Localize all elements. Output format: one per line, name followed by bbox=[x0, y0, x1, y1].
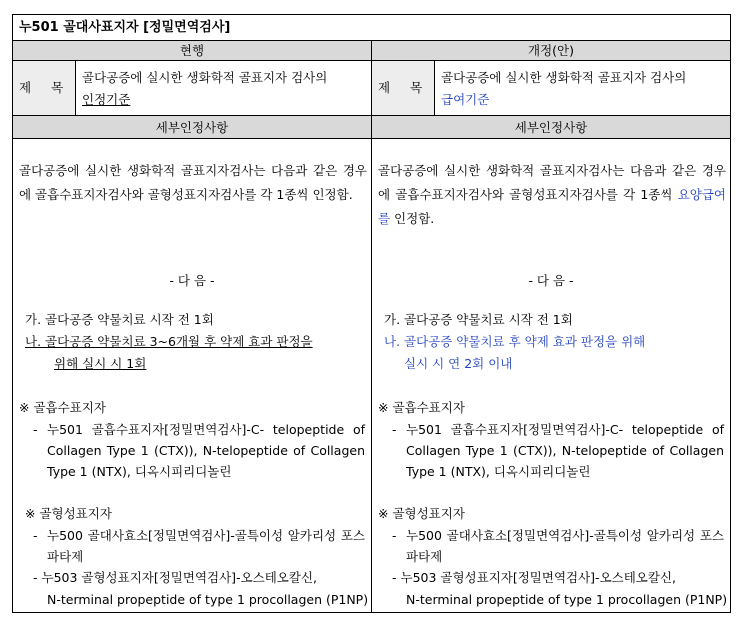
bullet-dash: - bbox=[33, 422, 38, 437]
bullet-dash: - bbox=[392, 528, 397, 543]
jemok-label: 제 목 bbox=[372, 61, 435, 115]
jemok-line1: 골다공증에 실시한 생화학적 골표지자 검사의 bbox=[82, 70, 328, 85]
resorption-title: ※ 골흡수표지자 bbox=[19, 400, 106, 415]
resorption-item: 누501 골흡수표지자[정밀면역검사]-C- telopeptide of Collagen Type 1 (CTX)), N-telopeptide of Collagen Type 1 (NTX), 디옥시피리디놀린 bbox=[47, 422, 365, 479]
column-header-revised: 개정(안) bbox=[372, 41, 730, 61]
body-current bbox=[13, 139, 371, 613]
formation-item1: 누500 골대사효소[정밀면역검사]-골특이성 알카리성 포스파타제 bbox=[406, 528, 724, 564]
da-eum-heading: - 다 음 - bbox=[528, 273, 574, 288]
formation-item2-line2: N-terminal propeptide of type 1 procollagen (P1NP) bbox=[406, 592, 728, 607]
item-na-line1: 나. 골다공증 약물치료 후 약제 효과 판정을 위해 bbox=[384, 334, 646, 349]
formation-item1: 누500 골대사효소[정밀면역검사]-골특이성 알카리성 포스파타제 bbox=[47, 528, 365, 564]
resorption-item: 누501 골흡수표지자[정밀면역검사]-C- telopeptide of Collagen Type 1 (CTX)), N-telopeptide of Collagen Type 1 (NTX), 디옥시피리디놀린 bbox=[406, 422, 724, 479]
jemok-label: 제 목 bbox=[13, 61, 76, 115]
jemok-row-revised bbox=[372, 61, 730, 116]
da-eum-heading: - 다 음 - bbox=[169, 273, 215, 288]
table-title: 누501 골대사표지자 [정밀면역검사] bbox=[13, 15, 730, 41]
formation-item2-line2: N-terminal propeptide of type 1 procollagen (P1NP) bbox=[47, 592, 369, 607]
formation-item2-line1: - 누503 골형성표지자[정밀면역검사]-오스테오칼신, bbox=[392, 570, 676, 585]
intro-paragraph: 골다공증에 실시한 생화학적 골표지자검사는 다음과 같은 경우에 골흡수표지자검사와 골형성표지자검사를 각 1종씩 인정함. bbox=[19, 163, 367, 202]
formation-item2-line1: - 누503 골형성표지자[정밀면역검사]-오스테오칼신, bbox=[33, 570, 317, 585]
bullet-dash: - bbox=[33, 528, 38, 543]
detail-header-revised: 세부인정사항 bbox=[372, 116, 730, 139]
jemok-text-current bbox=[82, 67, 367, 111]
column-header-current: 현행 bbox=[13, 41, 371, 61]
item-na-line2: 위해 실시 시 1회 bbox=[54, 356, 147, 371]
formation-title: ※ 골형성표지자 bbox=[25, 506, 112, 521]
jemok-line1: 골다공증에 실시한 생화학적 골표지자 검사의 bbox=[441, 70, 687, 85]
item-ga: 가. 골다공증 약물치료 시작 전 1회 bbox=[25, 312, 214, 327]
jemok-line2: 급여기준 bbox=[441, 92, 490, 107]
body-revised bbox=[372, 139, 730, 613]
detail-header-current: 세부인정사항 bbox=[13, 116, 371, 139]
item-ga: 가. 골다공증 약물치료 시작 전 1회 bbox=[384, 312, 573, 327]
jemok-text-revised bbox=[441, 67, 726, 111]
comparison-table bbox=[12, 14, 731, 613]
item-na-line1: 나. 골다공증 약물치료 3~6개월 후 약제 효과 판정을 bbox=[25, 334, 313, 349]
bullet-dash: - bbox=[392, 422, 397, 437]
item-na-line2: 실시 시 연 2회 이내 bbox=[404, 356, 513, 371]
jemok-line2: 인정기준 bbox=[82, 92, 131, 107]
resorption-title: ※ 골흡수표지자 bbox=[378, 400, 465, 415]
formation-title: ※ 골형성표지자 bbox=[378, 506, 465, 521]
jemok-row-current bbox=[13, 61, 371, 116]
intro-paragraph: 골다공증에 실시한 생화학적 골표지자검사는 다음과 같은 경우에 골흡수표지자검사와 골형성표지자검사를 각 1종씩 요양급여를 인정함. bbox=[378, 163, 726, 226]
